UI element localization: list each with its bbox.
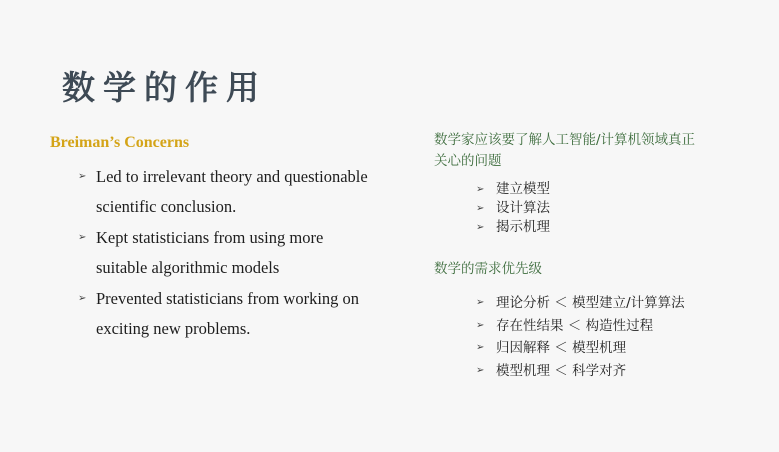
section1-list xyxy=(434,180,754,237)
chevron-right-icon: ➢ xyxy=(476,342,485,353)
list-item xyxy=(434,337,754,360)
section-gap xyxy=(434,237,754,259)
left-heading: Breiman’s Concerns xyxy=(50,134,190,151)
chevron-right-icon: ➢ xyxy=(78,293,87,304)
item-line: Prevented statisticians from working on xyxy=(96,289,360,308)
chevron-right-icon: ➢ xyxy=(476,222,485,233)
item-text: 归因解释 ＜ 模型机理 xyxy=(496,340,627,356)
chevron-right-icon: ➢ xyxy=(476,203,485,214)
item-text: 揭示机理 xyxy=(496,219,550,235)
chevron-right-icon: ➢ xyxy=(78,171,87,182)
list-item xyxy=(434,360,754,383)
list-item xyxy=(50,162,410,222)
list-item xyxy=(434,218,754,237)
chevron-right-icon: ➢ xyxy=(476,297,485,308)
item-line: Kept statisticians from using more xyxy=(96,228,324,247)
section2-list xyxy=(434,292,754,382)
left-column xyxy=(50,134,410,345)
concerns-list xyxy=(50,162,410,344)
heading-line: 数学家应该要了解人工智能/计算机领域真正 xyxy=(434,132,696,148)
section2-heading: 数学的需求优先级 xyxy=(434,261,542,277)
heading-line: 关心的问题 xyxy=(434,153,502,169)
chevron-right-icon: ➢ xyxy=(476,184,485,195)
list-item xyxy=(434,292,754,315)
list-item xyxy=(50,284,410,344)
list-item xyxy=(434,315,754,338)
item-line: scientific conclusion. xyxy=(96,197,237,216)
item-text: 理论分析 ＜ 模型建立/计算算法 xyxy=(496,295,685,311)
item-text: 建立模型 xyxy=(496,181,550,197)
right-column xyxy=(434,130,754,382)
item-line: exciting new problems. xyxy=(96,319,251,338)
list-item xyxy=(50,223,410,283)
chevron-right-icon: ➢ xyxy=(476,319,485,331)
list-item xyxy=(434,180,754,199)
item-line: suitable algorithmic models xyxy=(96,258,280,277)
item-text: 设计算法 xyxy=(496,200,550,216)
section1-heading xyxy=(434,130,754,172)
item-line: Led to irrelevant theory and questionable xyxy=(96,167,368,186)
item-text: 模型机理 ＜ 科学对齐 xyxy=(496,362,627,379)
item-text: 存在性结果 ＜ 构造性过程 xyxy=(496,317,654,334)
chevron-right-icon: ➢ xyxy=(476,364,485,376)
chevron-right-icon: ➢ xyxy=(78,232,87,243)
slide-title: 数学的作用 xyxy=(62,68,267,107)
list-item xyxy=(434,199,754,218)
